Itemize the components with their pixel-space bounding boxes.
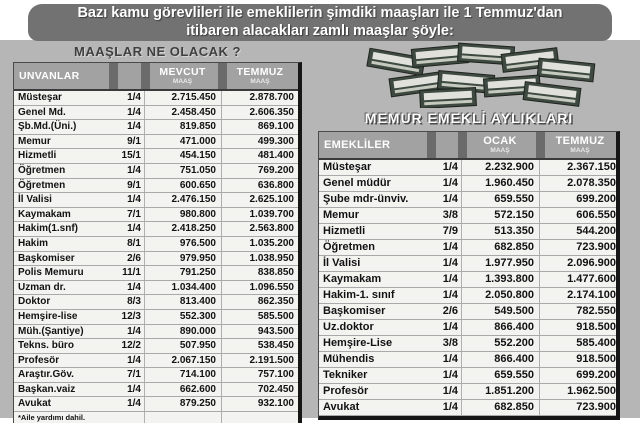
row-value-2: 2.191.500 <box>221 354 299 368</box>
row-title: Memur <box>323 209 360 221</box>
table-row <box>14 383 298 398</box>
row-grade: 1/4 <box>127 164 141 176</box>
row-grade: 9/1 <box>127 179 141 191</box>
row-value-1: 2.067.150 <box>144 354 221 368</box>
row-grade: 1/4 <box>442 385 458 397</box>
table-row <box>319 352 616 368</box>
row-title: Hemşire-lise <box>18 310 78 322</box>
table-row <box>14 120 298 135</box>
table-row <box>319 320 616 336</box>
row-value-1: 866.400 <box>461 320 539 335</box>
row-value-1: 879.250 <box>144 397 221 411</box>
table-row <box>14 237 298 252</box>
row-grade: 15/1 <box>121 150 141 162</box>
row-grade: 1/4 <box>127 354 141 366</box>
row-value-1: 600.650 <box>144 179 221 193</box>
footnote-row <box>14 412 298 423</box>
row-title: Öğretmen <box>18 164 66 176</box>
row-value-1: 662.600 <box>144 383 221 397</box>
row-title: Profesör <box>18 354 60 366</box>
row-value-2: 2.096.900 <box>539 256 621 271</box>
headline-line2: itibaren alacakları zamlı maaşlar şöyle: <box>186 22 454 39</box>
row-value-1: 572.150 <box>461 208 539 223</box>
row-title: Başkan.vaiz <box>18 383 76 395</box>
row-grade: 1/4 <box>442 289 458 301</box>
table-row <box>319 304 616 320</box>
row-value-2: 1.096.550 <box>221 281 299 295</box>
table-row <box>14 281 298 296</box>
row-value-1: 890.000 <box>144 325 221 339</box>
row-grade: 1/4 <box>442 353 458 365</box>
table-row <box>14 252 298 267</box>
table-row <box>319 160 616 176</box>
row-value-2: 782.550 <box>539 304 621 319</box>
row-title: Kaymakam <box>323 273 382 285</box>
row-value-1: 980.800 <box>144 208 221 222</box>
row-title: İl Valisi <box>323 257 361 269</box>
table-row <box>14 91 298 106</box>
row-title: Profesör <box>323 385 369 397</box>
row-title: Uz.doktor <box>323 321 374 333</box>
table-row <box>14 310 298 325</box>
row-title: Şube mdr-ünviv. <box>323 193 409 205</box>
table-row <box>14 266 298 281</box>
row-grade: 9/1 <box>127 135 141 147</box>
row-value-2: 769.200 <box>221 164 299 178</box>
row-title: Hemşire-Lise <box>323 337 393 349</box>
table-row <box>319 368 616 384</box>
row-title: Avukat <box>18 398 51 410</box>
table-row <box>14 164 298 179</box>
row-grade: 1/4 <box>442 257 458 269</box>
row-value-2: 1.962.500 <box>539 384 621 399</box>
row-grade: 1/4 <box>442 161 458 173</box>
row-value-2: 918.500 <box>539 320 621 335</box>
salaries-section <box>13 44 302 423</box>
row-title: Tekns. büro <box>18 340 74 352</box>
row-value-1: 2.458.450 <box>144 106 221 120</box>
row-title: Doktor <box>18 296 51 308</box>
row-grade: 12/3 <box>121 310 141 322</box>
row-value-1: 813.400 <box>144 295 221 309</box>
right-table-title: MEMUR EMEKLİ AYLIKLARI <box>364 110 574 126</box>
row-value-1: 819.850 <box>144 120 221 134</box>
table-row <box>319 384 616 400</box>
row-value-1: 682.850 <box>461 400 539 415</box>
table-row <box>319 192 616 208</box>
header-divider <box>536 132 545 158</box>
row-value-1: 976.500 <box>144 237 221 251</box>
row-value-1: 659.550 <box>461 192 539 207</box>
row-value-2: 838.850 <box>221 266 299 280</box>
footnote-empty-cell <box>221 412 299 423</box>
salaries-table-body <box>14 91 298 412</box>
row-value-2: 2.174.100 <box>539 288 621 303</box>
row-value-2: 2.878.700 <box>221 91 299 105</box>
table-row <box>319 256 616 272</box>
row-value-1: 2.050.800 <box>461 288 539 303</box>
row-grade: 1/4 <box>127 121 141 133</box>
column-header-ocak: OCAK MAAŞ <box>483 134 517 154</box>
retirees-table-body <box>319 160 616 416</box>
table-row <box>319 208 616 224</box>
row-value-2: 918.500 <box>539 352 621 367</box>
row-title: Memur <box>18 135 51 147</box>
row-value-1: 507.950 <box>144 339 221 353</box>
row-value-1: 751.050 <box>144 164 221 178</box>
row-value-1: 2.418.250 <box>144 222 221 236</box>
retirees-section <box>318 42 620 420</box>
table-row <box>14 222 298 237</box>
table-row <box>14 149 298 164</box>
header-divider <box>109 63 118 89</box>
salaries-table <box>13 62 302 423</box>
row-title: Hakim(1.snf) <box>18 223 79 235</box>
row-value-2: 585.500 <box>221 310 299 324</box>
column-header-temmuz: TEMMUZ MAAŞ <box>236 66 284 85</box>
header-divider <box>427 132 436 158</box>
row-grade: 1/4 <box>127 325 141 337</box>
row-value-2: 636.800 <box>221 179 299 193</box>
row-grade: 1/4 <box>127 223 141 235</box>
row-value-1: 791.250 <box>144 266 221 280</box>
row-value-1: 549.500 <box>461 304 539 319</box>
row-grade: 3/8 <box>442 209 458 221</box>
row-value-1: 513.350 <box>461 224 539 239</box>
row-value-1: 552.300 <box>144 310 221 324</box>
left-table-title: MAAŞLAR NE OLACAK ? <box>74 44 241 59</box>
row-value-1: 714.100 <box>144 368 221 382</box>
row-title: Müsteşar <box>18 92 62 103</box>
row-title: Polis Memuru <box>18 267 84 279</box>
row-title: Mühendis <box>323 353 375 365</box>
row-value-1: 1.977.950 <box>461 256 539 271</box>
row-value-2: 1.035.200 <box>221 237 299 251</box>
row-title: Avukat <box>323 401 360 413</box>
row-value-2: 699.200 <box>539 192 621 207</box>
footnote-empty-cell <box>144 412 221 423</box>
row-value-2: 862.350 <box>221 295 299 309</box>
row-title: Tekniker <box>323 369 368 381</box>
row-value-2: 1.038.950 <box>221 252 299 266</box>
table-row <box>319 400 616 416</box>
row-value-2: 499.300 <box>221 135 299 149</box>
banknote-icon <box>367 43 595 108</box>
table-row <box>14 135 298 150</box>
row-grade: 8/3 <box>127 296 141 308</box>
row-value-1: 682.850 <box>461 240 539 255</box>
row-grade: 1/4 <box>442 369 458 381</box>
row-title: Hakim <box>18 237 49 249</box>
table-row <box>14 106 298 121</box>
row-title: Başkomiser <box>323 305 386 317</box>
row-value-2: 932.100 <box>221 397 299 411</box>
headline-line1: Bazı kamu görevlileri ile emeklilerin şimdiki maaşları ile 1 Temmuz'dan <box>77 5 563 22</box>
row-grade: 1/4 <box>127 398 141 410</box>
row-title: Hizmetli <box>323 225 366 237</box>
row-value-1: 2.715.450 <box>144 91 221 105</box>
column-header-unvanlar: UNVANLAR <box>19 69 80 82</box>
table-row <box>14 208 298 223</box>
table-row <box>14 179 298 194</box>
row-title: Hakim-1. sınıf <box>323 289 395 301</box>
row-grade: 1/4 <box>127 281 141 293</box>
row-value-2: 1.477.600 <box>539 272 621 287</box>
row-value-2: 869.100 <box>221 120 299 134</box>
header-divider <box>218 63 227 89</box>
table-row <box>14 397 298 412</box>
row-title: Kaymakam <box>18 208 71 220</box>
table-row <box>319 224 616 240</box>
row-value-2: 606.550 <box>539 208 621 223</box>
row-grade: 1/4 <box>442 241 458 253</box>
footnote-text: *Aile yardımı dahil. <box>18 413 86 423</box>
table-row <box>319 336 616 352</box>
row-value-2: 585.400 <box>539 336 621 351</box>
table-row <box>14 368 298 383</box>
row-title: Araştır.Göv. <box>18 369 74 381</box>
row-grade: 1/4 <box>442 321 458 333</box>
row-value-2: 723.900 <box>539 400 621 415</box>
row-grade: 8/1 <box>127 237 141 249</box>
row-title: Öğretmen <box>323 241 375 253</box>
row-title: Öğretmen <box>18 179 66 191</box>
row-value-1: 2.232.900 <box>461 160 539 175</box>
row-grade: 1/4 <box>127 106 141 118</box>
row-title: Müsteşar <box>323 161 372 173</box>
header-divider <box>141 63 150 89</box>
table-row <box>319 240 616 256</box>
banknotes-illustration <box>338 42 600 108</box>
row-value-1: 552.200 <box>461 336 539 351</box>
row-value-1: 471.000 <box>144 135 221 149</box>
table-row <box>14 325 298 340</box>
table-row <box>14 354 298 369</box>
header-divider <box>458 132 467 158</box>
row-title: Başkomiser <box>18 252 75 264</box>
row-value-2: 2.078.350 <box>539 176 621 191</box>
row-value-2: 723.900 <box>539 240 621 255</box>
table-row <box>14 295 298 310</box>
table-row <box>319 176 616 192</box>
row-grade: 1/4 <box>127 92 141 103</box>
column-header-temmuz: TEMMUZ MAAŞ <box>555 134 605 154</box>
row-value-2: 757.100 <box>221 368 299 382</box>
row-grade: 2/6 <box>127 252 141 264</box>
retirees-table-header <box>319 132 616 160</box>
table-row <box>319 272 616 288</box>
row-title: Genel müdür <box>323 177 391 189</box>
column-header-emekliler: EMEKLİLER <box>324 138 391 151</box>
row-value-1: 979.950 <box>144 252 221 266</box>
row-value-2: 943.500 <box>221 325 299 339</box>
table-row <box>14 339 298 354</box>
row-grade: 2/6 <box>442 305 458 317</box>
row-value-2: 699.200 <box>539 368 621 383</box>
row-grade: 7/1 <box>127 208 141 220</box>
row-value-2: 2.563.800 <box>221 222 299 236</box>
row-value-2: 702.450 <box>221 383 299 397</box>
row-value-1: 659.550 <box>461 368 539 383</box>
row-value-2: 2.606.350 <box>221 106 299 120</box>
row-grade: 3/8 <box>442 337 458 349</box>
row-grade: 1/4 <box>127 383 141 395</box>
row-title: İl Valisi <box>18 194 52 206</box>
row-value-1: 1.960.450 <box>461 176 539 191</box>
row-grade: 1/4 <box>442 193 458 205</box>
row-title: Hizmetli <box>18 150 57 162</box>
row-grade: 12/2 <box>121 340 141 352</box>
retirees-table <box>318 131 620 420</box>
row-value-2: 2.625.100 <box>221 193 299 207</box>
row-grade: 1/4 <box>442 177 458 189</box>
salaries-table-header <box>14 63 298 91</box>
row-value-1: 454.150 <box>144 149 221 163</box>
row-value-2: 1.039.700 <box>221 208 299 222</box>
headline-banner <box>28 4 612 41</box>
row-grade: 1/4 <box>442 273 458 285</box>
row-title: Şb.Md.(Üni.) <box>18 121 77 133</box>
row-title: Uzman dr. <box>18 281 66 293</box>
row-title: Genel Md. <box>18 106 66 118</box>
row-value-1: 2.476.150 <box>144 193 221 207</box>
row-grade: 7/9 <box>442 225 458 237</box>
row-grade: 1/4 <box>442 401 458 413</box>
column-header-mevcut: MEVCUT MAAŞ <box>159 66 206 85</box>
row-title: Müh.(Şantiye) <box>18 325 84 337</box>
row-value-1: 1.851.200 <box>461 384 539 399</box>
row-grade: 1/4 <box>127 194 141 206</box>
row-grade: 11/1 <box>122 267 141 279</box>
row-value-1: 1.034.400 <box>144 281 221 295</box>
table-row <box>14 193 298 208</box>
row-value-2: 538.450 <box>221 339 299 353</box>
table-row <box>319 288 616 304</box>
row-value-2: 481.400 <box>221 149 299 163</box>
row-value-2: 2.367.150 <box>539 160 621 175</box>
row-value-2: 544.200 <box>539 224 621 239</box>
row-value-1: 1.393.800 <box>461 272 539 287</box>
row-value-1: 866.400 <box>461 352 539 367</box>
row-grade: 7/1 <box>127 369 141 381</box>
